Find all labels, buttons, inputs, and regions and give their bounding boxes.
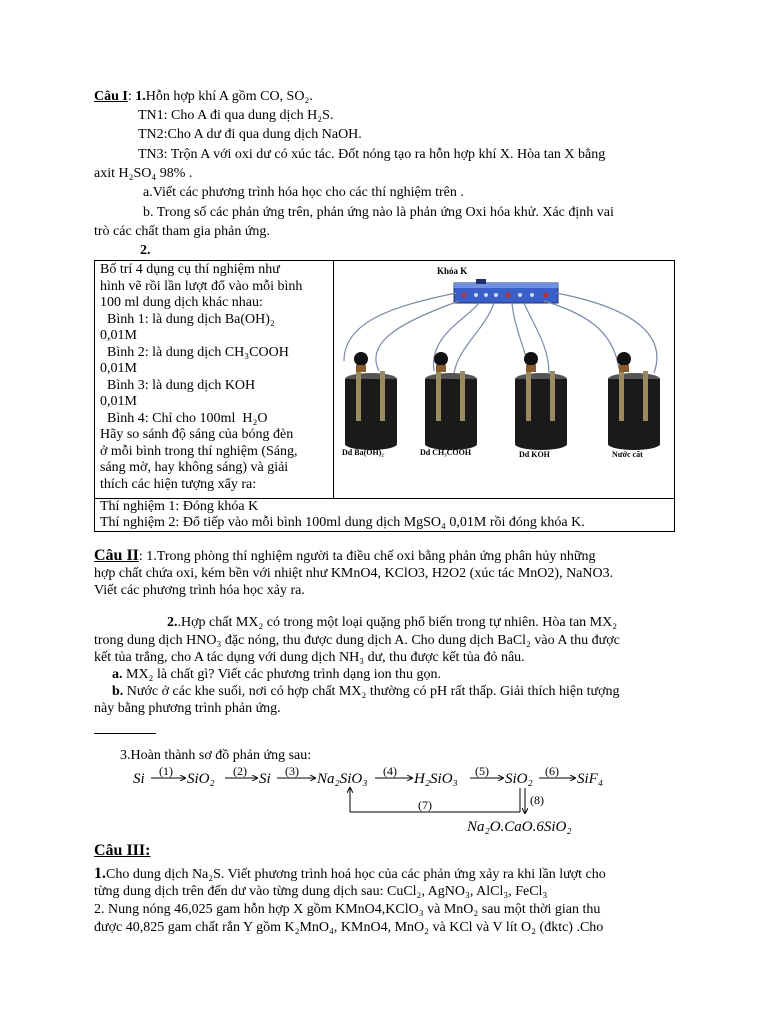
q1-tn3-line1: TN3: Trộn A với oxi dư có xúc tác. Đốt nóng tạo ra hỗn hợp khí X. Hòa tan X bằng bbox=[138, 147, 606, 162]
box-line: Bình 3: là dung dịch KOH bbox=[100, 377, 256, 393]
species: Si bbox=[259, 771, 271, 787]
step-label: (6) bbox=[545, 764, 559, 778]
box-line: Bình 2: là dung dịch CH₃COOH bbox=[100, 344, 289, 360]
experiment-2: Thí nghiệm 2: Đổ tiếp vào mỗi bình 100ml dung dịch MgSO₄ 0,01M rồi đóng khóa K. bbox=[100, 515, 585, 530]
jar-1 bbox=[345, 352, 397, 450]
step-label: (4) bbox=[383, 764, 397, 778]
jar-3 bbox=[515, 352, 567, 450]
q1-line: Câu I: 1.Hỗn hợp khí A gồm CO, SO₂. bbox=[94, 89, 313, 104]
q3-p1-line1 bbox=[94, 866, 606, 883]
q2-p2-num: 2. bbox=[167, 615, 178, 630]
q2-p2a-text: MX₂ là chất gì? Viết các phương trình dạng ion thu gọn. bbox=[122, 667, 442, 682]
q1-part1-num: 1. bbox=[135, 89, 146, 104]
box-line: 0,01M bbox=[100, 394, 137, 409]
q3-p1-num: 1. bbox=[94, 865, 106, 882]
q3-p2-line2: được 40,825 gam chất rắn Y gồm K₂MnO₄, KMnO4, MnO₂ và KCl và V lít O₂ (đktc) .Cho bbox=[94, 920, 604, 935]
box-line: thích các hiện tượng xẩy ra: bbox=[100, 476, 257, 492]
q3-p1-line2: từng dung dịch trên đến dư vào từng dung dịch sau: CuCl₂, AgNO₃, AlCl₃, FeCl₃ bbox=[94, 884, 548, 899]
box-line: hình vẽ rồi lần lượt đổ vào mỗi bình bbox=[100, 278, 303, 294]
jar-2 bbox=[425, 352, 477, 450]
box-line: sáng mờ, hay không sáng) và giải bbox=[100, 460, 289, 475]
step-label: (3) bbox=[285, 764, 299, 778]
q3-p2-line1: 2. Nung nóng 46,025 gam hỗn hợp X gồm KMnO4,KClO₃ và MnO₂ sau một thời gian thu bbox=[94, 902, 601, 917]
experiment-1: Thí nghiệm 1: Đóng khóa K bbox=[100, 499, 259, 514]
box-line: Bình 1: là dung dịch Ba(OH)₂ bbox=[100, 311, 275, 327]
q2-heading: Câu II bbox=[94, 547, 139, 564]
q3-heading: Câu III: bbox=[94, 842, 151, 859]
jar-label: Nước cất bbox=[612, 450, 643, 459]
q1-tn3-line2: axit H₂SO₄ 98% . bbox=[94, 166, 193, 181]
species: Si bbox=[133, 771, 145, 787]
scheme-product: Na₂O.CaO.6SiO₂ bbox=[467, 819, 572, 835]
box-line: Bố trí 4 dụng cụ thí nghiệm như bbox=[100, 262, 280, 277]
q1-heading: Câu I bbox=[94, 89, 128, 104]
box-line: 100 ml dung dịch khác nhau: bbox=[100, 295, 263, 310]
q2-p2-line3: kết tủa trắng, cho A tác dụng với dung dịch NH₃ dư, thu được kết tủa đỏ nâu. bbox=[94, 650, 525, 665]
box-line: 0,01M bbox=[100, 328, 137, 343]
jar-4 bbox=[608, 352, 660, 450]
reaction-scheme bbox=[125, 763, 625, 838]
species: Na₂SiO₃ bbox=[317, 771, 368, 787]
box-line: Bình 4: Chỉ cho 100ml H₂O bbox=[100, 410, 268, 426]
step-label: (8) bbox=[530, 793, 544, 807]
box-line: 0,01M bbox=[100, 361, 137, 376]
q2-p2a bbox=[112, 667, 441, 683]
q3-p1-text: Cho dung dịch Na₂S. Viết phương trình hoá học của các phản ứng xảy ra khi lần lượt cho bbox=[106, 867, 606, 882]
q1-part1-text: Hỗn hợp khí A gồm CO, SO₂. bbox=[145, 89, 313, 104]
wires bbox=[344, 293, 657, 373]
q2-p2-text: .Hợp chất MX₂ có trong một loại quặng phổ biến trong tự nhiên. Hòa tan MX₂ bbox=[177, 615, 618, 630]
jar-label: Dd CH₃COOH bbox=[420, 448, 472, 457]
q2-p2-line2: trong dung dịch HNO₃ đặc nóng, thu được dung dịch A. Cho dung dịch BaCl₂ vào A thu được bbox=[94, 633, 620, 648]
experiment-figure bbox=[334, 261, 672, 497]
q1-question-a: a.Viết các phương trình hóa học cho các thí nghiệm trên . bbox=[143, 185, 464, 200]
jar-label: Dd Ba(OH)₂ bbox=[342, 448, 384, 457]
jar-label: Dd KOH bbox=[519, 450, 550, 459]
q2-p2b-label: b. bbox=[112, 684, 124, 699]
step-label: (1) bbox=[159, 764, 173, 778]
species: H₂SiO₃ bbox=[414, 771, 458, 787]
q1-tn1: TN1: Cho A đi qua dung dịch H₂S. bbox=[138, 108, 334, 123]
q1-question-b-line2: trò các chất tham gia phản ứng. bbox=[94, 224, 270, 239]
q2-p3: 3.Hoàn thành sơ đồ phản ứng sau: bbox=[120, 748, 312, 763]
q2-line1: Câu II: 1.Trong phòng thí nghiệm người ta điều chế oxi bằng phản ứng phân hủy những bbox=[94, 547, 596, 564]
species: SiF₄ bbox=[577, 771, 604, 787]
q1-question-b-line1: b. Trong số các phản ứng trên, phản ứng nào là phản ứng Oxi hóa khử. Xác định vai bbox=[143, 205, 614, 220]
q2-p1-line2: hợp chất chứa oxi, kém bền với nhiệt như KMnO4, KClO3, H2O2 (xúc tác MnO2), NaNO3. bbox=[94, 566, 614, 581]
q2-p2a-label: a. bbox=[112, 667, 123, 682]
q2-p2b-text: Nước ở các khe suối, nơi có hợp chất MX₂ thường có pH rất thấp. Giải thích hiện tượng bbox=[123, 684, 620, 699]
step-label: (7) bbox=[418, 798, 432, 812]
separator-line bbox=[94, 733, 156, 734]
box-line: ở mỗi bình trong thí nghiệm (Sáng, bbox=[100, 443, 298, 459]
switch-panel bbox=[454, 279, 558, 303]
q1-part2-num: 2. bbox=[140, 243, 151, 258]
step-label: (2) bbox=[233, 764, 247, 778]
species: SiO₂ bbox=[187, 771, 215, 787]
switch-label: Khóa K bbox=[437, 266, 468, 276]
step-label: (5) bbox=[475, 764, 489, 778]
species: SiO₂ bbox=[505, 771, 533, 787]
q2-p2b bbox=[112, 684, 620, 700]
q2-p1-line3: Viết các phương trình hóa học xảy ra. bbox=[94, 583, 305, 598]
q2-p1-line1: 1.Trong phòng thí nghiệm người ta điều chế oxi bằng phản ứng phân hủy những bbox=[146, 549, 596, 564]
q2-p2-line1 bbox=[167, 615, 617, 631]
box-line: Hãy so sánh độ sáng của bóng đèn bbox=[100, 427, 294, 442]
q2-p2b-line2: này bằng phương trình phản ứng. bbox=[94, 701, 281, 716]
q1-tn2: TN2:Cho A dư đi qua dung dịch NaOH. bbox=[138, 127, 362, 142]
